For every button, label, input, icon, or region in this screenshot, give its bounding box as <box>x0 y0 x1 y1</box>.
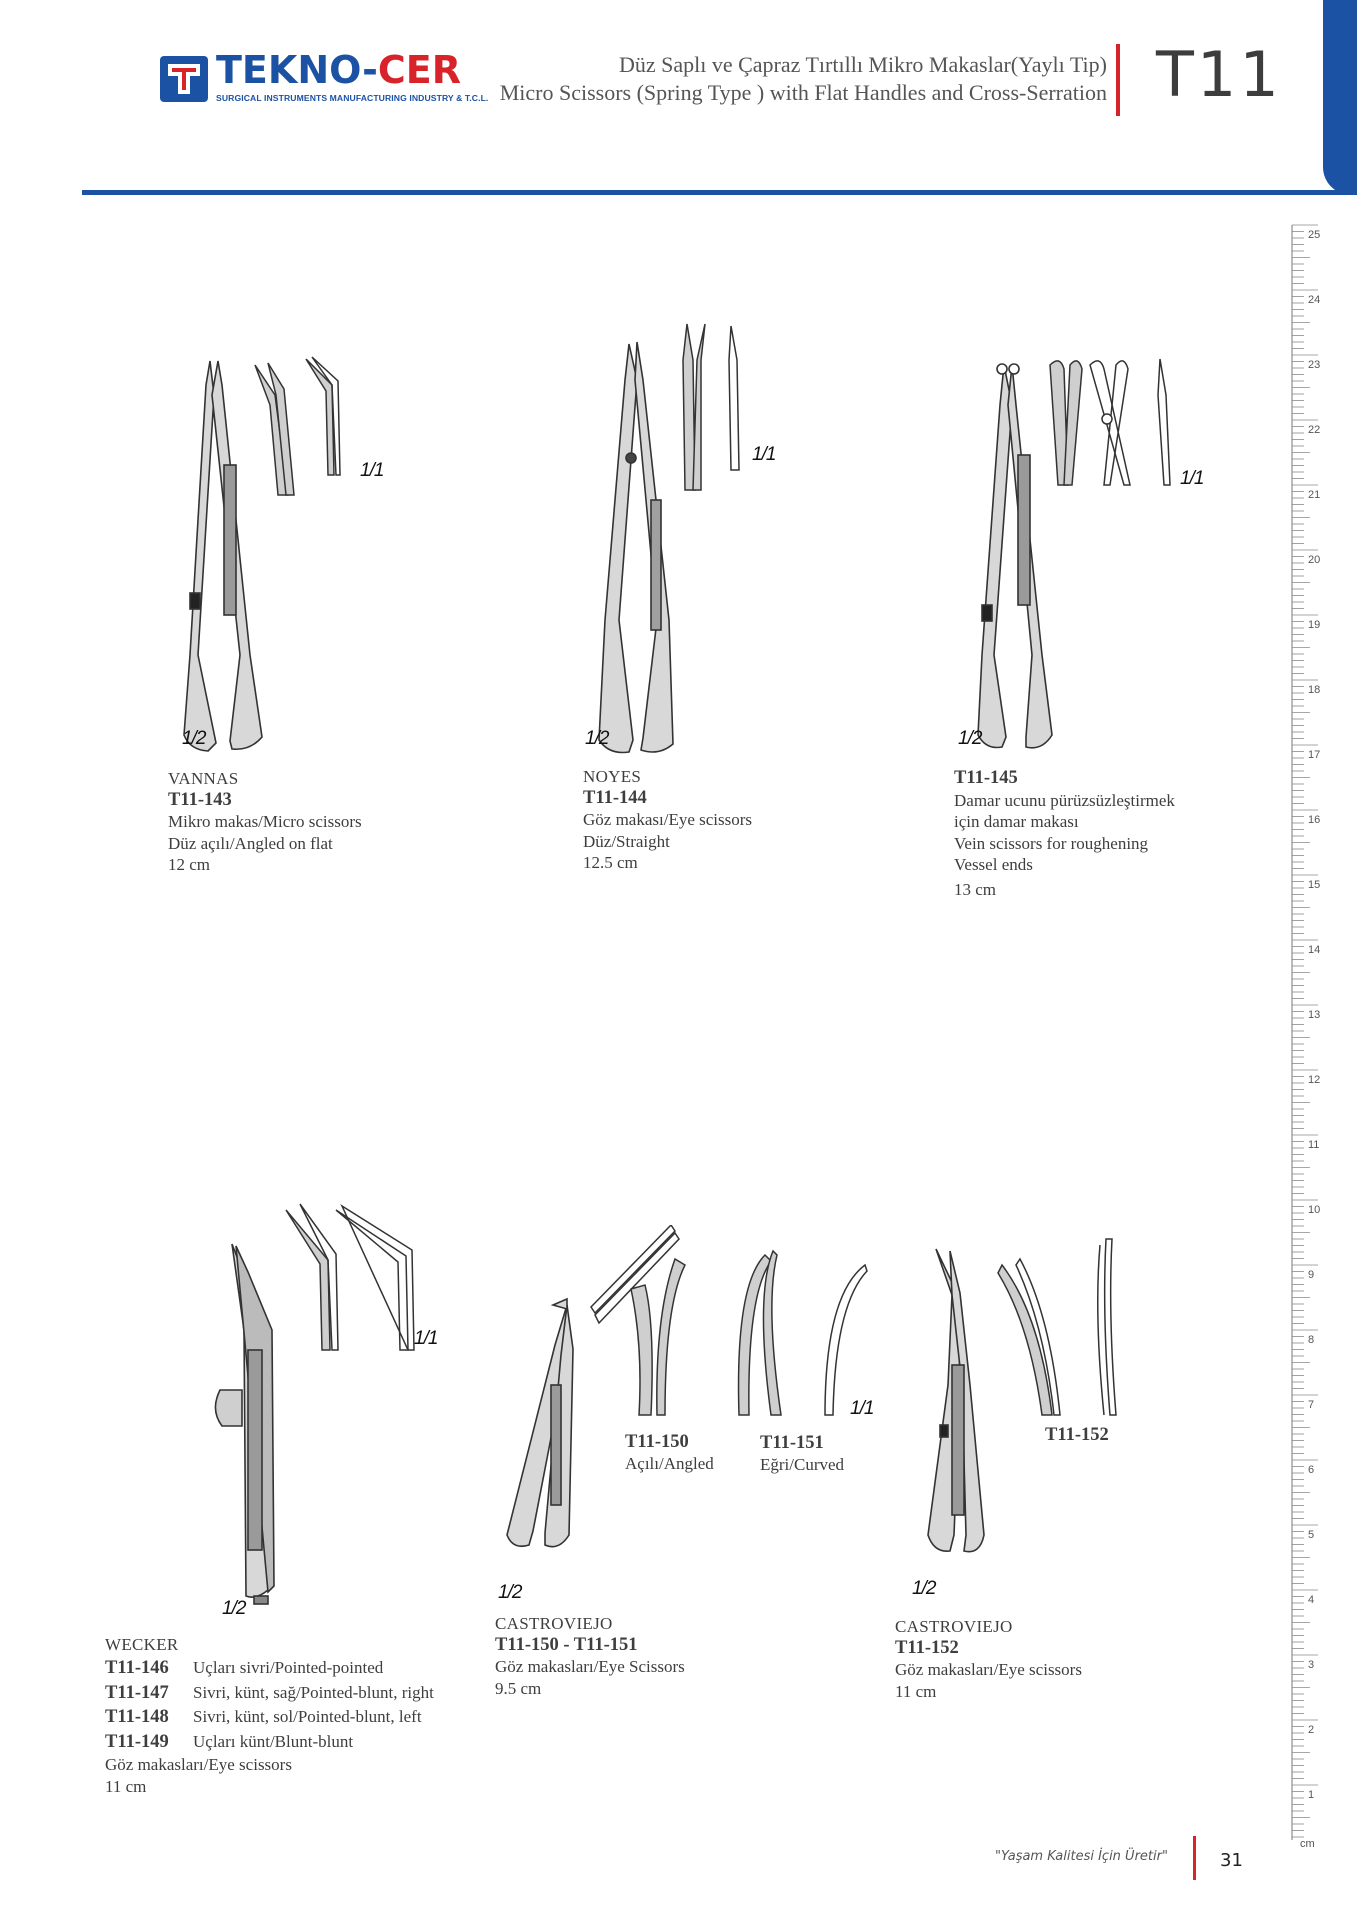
product-t11-143 <box>168 768 362 876</box>
product-brand: CASTROVIEJO <box>895 1617 1013 1636</box>
product-code: T11-152 <box>1045 1425 1109 1445</box>
ruler-label: 9 <box>1308 1269 1315 1281</box>
product-brand: CASTROVIEJO <box>495 1614 613 1633</box>
logo-tagline: SURGICAL INSTRUMENTS MANUFACTURING INDUSTRY & T.C.L. <box>216 93 489 103</box>
product-code: T11-152 <box>895 1637 959 1658</box>
product-size: 11 cm <box>105 1777 147 1796</box>
product-description: Göz makasları/Eye Scissors <box>495 1657 685 1676</box>
product-description: Sivri, künt, sol/Pointed-blunt, left <box>193 1707 422 1726</box>
product-castroviejo-152 <box>895 1616 1082 1702</box>
scale-label-half: 1/2 <box>958 728 982 749</box>
scale-label-half: 1/2 <box>912 1578 936 1599</box>
product-code: T11-150 <box>625 1432 689 1452</box>
product-description: Düz/Straight <box>583 831 670 851</box>
page-title-turkish: Düz Saplı ve Çapraz Tırtıllı Mikro Makaslar(Yaylı Tip) <box>618 52 1107 77</box>
product-image-castroviejo-152 <box>910 1235 1140 1605</box>
footer-divider <box>1193 1836 1196 1880</box>
ruler-label: 21 <box>1308 489 1321 501</box>
scale-label-half: 1/2 <box>222 1598 246 1619</box>
scale-label-full: 1/1 <box>360 460 384 481</box>
product-image-t11-144 <box>585 320 785 760</box>
ruler-label: 19 <box>1308 619 1321 631</box>
ruler-label: 3 <box>1308 1659 1315 1671</box>
ruler-label: 16 <box>1308 814 1321 826</box>
product-size: 12 cm <box>168 855 211 874</box>
product-variant-row <box>105 1681 434 1706</box>
product-code: T11-144 <box>583 787 647 808</box>
scale-label-full: 1/1 <box>752 444 776 465</box>
product-size: 11 cm <box>895 1681 937 1701</box>
variant-label-t11-152 <box>1045 1425 1109 1446</box>
ruler-label: 20 <box>1308 554 1321 566</box>
ruler-label: 15 <box>1308 879 1321 891</box>
company-logo <box>160 48 490 106</box>
scale-label-full: 1/1 <box>850 1398 874 1419</box>
product-description: Uçları sivri/Pointed-pointed <box>193 1658 384 1677</box>
footer-slogan: "Yaşam Kalitesi İçin Üretir" <box>995 1849 1168 1864</box>
ruler-label: 17 <box>1308 749 1321 761</box>
product-description: Açılı/Angled <box>625 1454 714 1473</box>
ruler-label: 11 <box>1308 1139 1320 1151</box>
product-code: T11-147 <box>105 1682 169 1703</box>
ruler-label: 25 <box>1308 229 1321 241</box>
product-code: T11-148 <box>105 1707 169 1727</box>
scale-label-full: 1/1 <box>1180 468 1204 489</box>
product-code: T11-146 <box>105 1658 169 1678</box>
cm-ruler <box>1284 215 1334 1840</box>
product-description: Sivri, künt, sağ/Pointed-blunt, right <box>193 1682 434 1702</box>
scale-label-half: 1/2 <box>498 1582 522 1603</box>
product-wecker <box>105 1634 434 1798</box>
product-code: T11-149 <box>105 1731 169 1752</box>
ruler-label: 8 <box>1308 1334 1315 1346</box>
product-castroviejo-150-151 <box>495 1613 685 1699</box>
variant-label-t11-151 <box>760 1433 844 1475</box>
scale-label-half: 1/2 <box>182 728 206 749</box>
ruler-label: 18 <box>1308 684 1321 696</box>
header-rule <box>82 190 1357 195</box>
product-image-t11-143 <box>150 355 380 755</box>
product-code: T11-143 <box>168 789 232 810</box>
product-description: Eğri/Curved <box>760 1455 845 1474</box>
scale-label-half: 1/2 <box>585 728 609 749</box>
product-code: T11-145 <box>954 768 1018 788</box>
product-image-t11-145 <box>960 355 1190 755</box>
product-description: Damar ucunu pürüzsüzleştirmek <box>954 790 1175 810</box>
ruler-label: 2 <box>1308 1724 1315 1736</box>
product-size: 12.5 cm <box>583 853 638 872</box>
product-size: 13 cm <box>954 879 997 899</box>
product-description: Mikro makas/Micro scissors <box>168 812 362 831</box>
product-brand: NOYES <box>583 767 642 786</box>
product-t11-145 <box>954 768 1175 900</box>
product-size: 9.5 cm <box>495 1678 542 1698</box>
ruler-unit: cm <box>1300 1838 1315 1850</box>
ruler-label: 6 <box>1308 1464 1315 1476</box>
variant-label-t11-150 <box>625 1432 714 1474</box>
product-code: T11-150 - T11-151 <box>495 1634 638 1655</box>
product-t11-144 <box>583 766 752 874</box>
ruler-label: 12 <box>1308 1074 1321 1086</box>
product-description: Göz makası/Eye scissors <box>583 810 753 829</box>
ruler-label: 24 <box>1308 294 1321 306</box>
ruler-label: 7 <box>1308 1399 1315 1411</box>
product-description: Vessel ends <box>954 855 1033 874</box>
product-description: Uçları künt/Blunt-blunt <box>193 1731 354 1751</box>
ruler-label: 1 <box>1308 1789 1315 1801</box>
ruler-label: 4 <box>1308 1594 1315 1606</box>
ruler-label: 5 <box>1308 1529 1315 1541</box>
page-number: 31 <box>1220 1850 1243 1871</box>
ruler-label: 23 <box>1308 359 1321 371</box>
product-image-castroviejo-150 <box>495 1225 875 1605</box>
product-description: için damar makası <box>954 812 1079 831</box>
product-image-wecker <box>210 1200 440 1620</box>
ruler-label: 10 <box>1308 1204 1321 1216</box>
product-description: Göz makasları/Eye scissors <box>105 1755 292 1774</box>
product-brand: VANNAS <box>168 769 239 788</box>
product-code: T11-151 <box>760 1433 824 1453</box>
scale-label-full: 1/1 <box>414 1328 438 1349</box>
title-divider <box>1116 44 1120 116</box>
product-variant-row <box>105 1730 434 1755</box>
page-title-english: Micro Scissors (Spring Type ) with Flat Handles and Cross-Serration <box>499 80 1107 105</box>
logo-mark-icon <box>160 56 208 102</box>
ruler-label: 22 <box>1308 424 1321 436</box>
product-description: Göz makasları/Eye scissors <box>895 1660 1082 1679</box>
logo-wordmark: TEKNO-CER <box>216 48 462 92</box>
product-variant-row <box>105 1656 434 1681</box>
product-variant-row <box>105 1705 434 1730</box>
ruler-label: 13 <box>1308 1009 1321 1021</box>
header-corner-tab <box>1323 0 1357 195</box>
product-description: Düz açılı/Angled on flat <box>168 833 333 853</box>
section-code: T11 <box>1156 38 1282 111</box>
ruler-label: 14 <box>1308 944 1321 956</box>
product-brand: WECKER <box>105 1635 179 1654</box>
product-description: Vein scissors for roughening <box>954 833 1149 853</box>
